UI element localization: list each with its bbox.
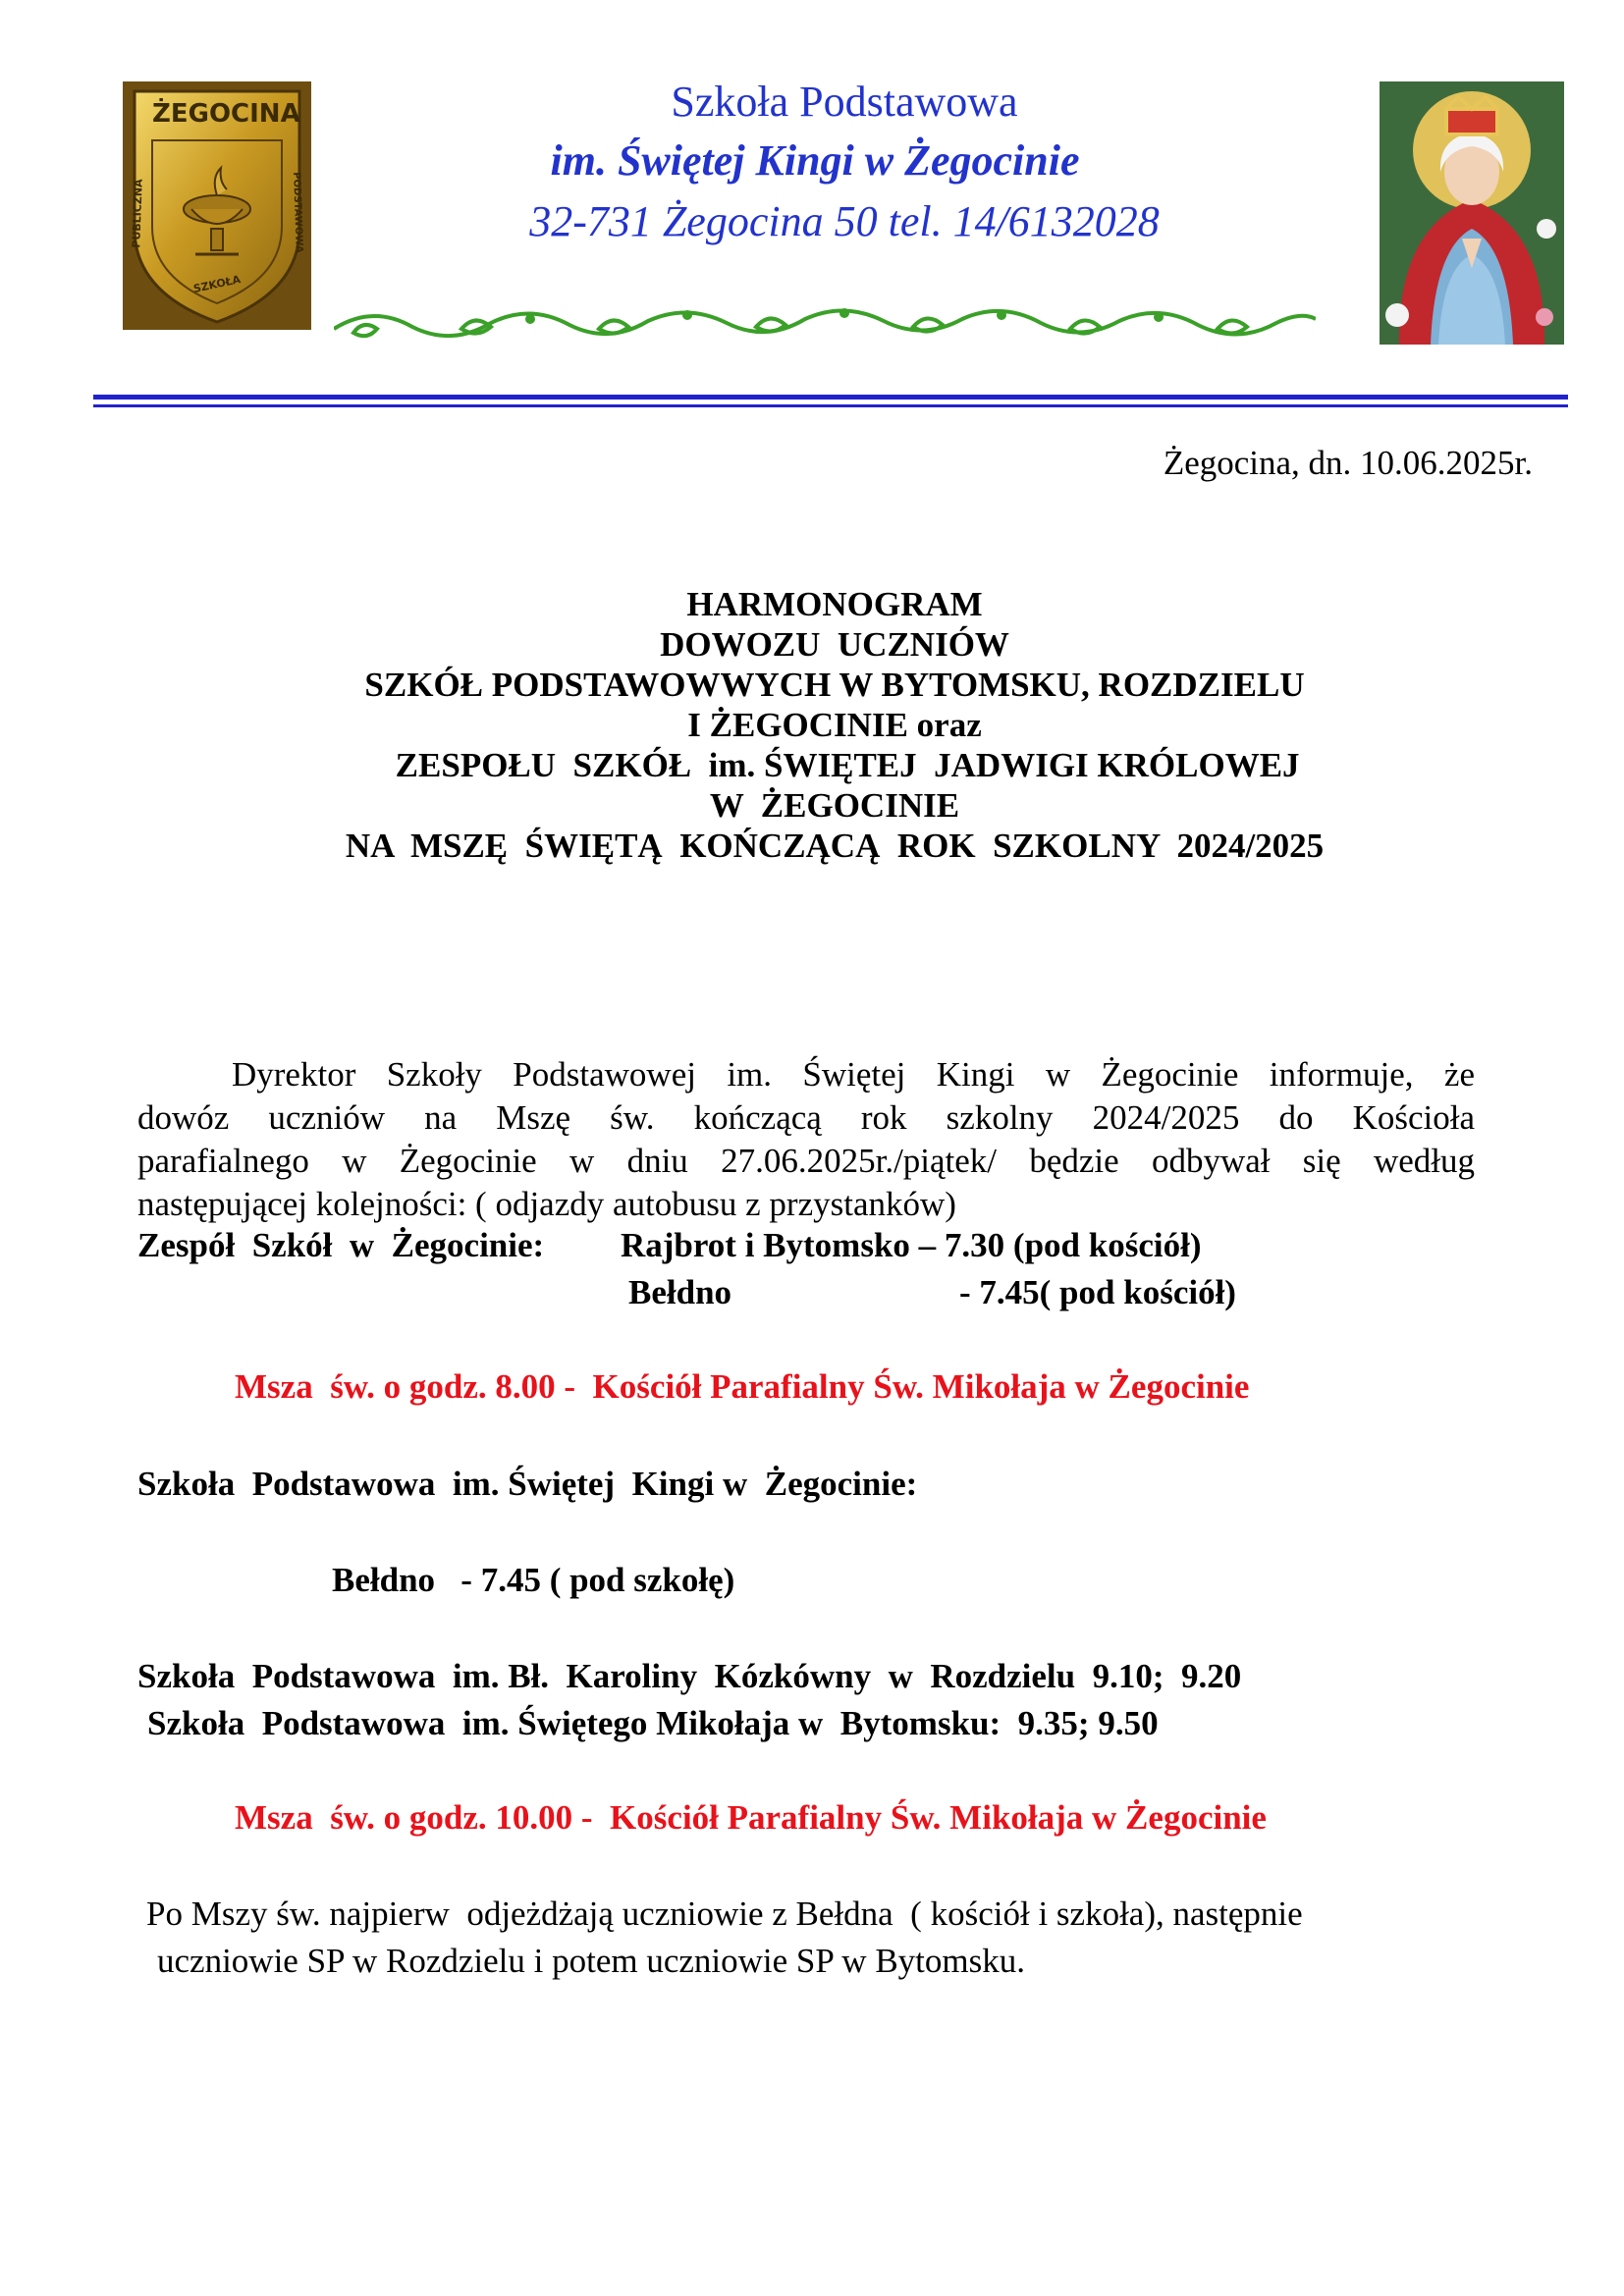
title-line: I ŻEGOCINIE oraz	[687, 706, 982, 744]
zespol-route-beldno-time: - 7.45( pod kościół)	[959, 1273, 1236, 1311]
intro-paragraph	[137, 1053, 1475, 1226]
mass-info-8: Msza św. o godz. 8.00 - Kościół Parafialny Św. Mikołaja w Żegocinie	[235, 1367, 1250, 1406]
title-line: NA MSZĘ ŚWIĘTĄ KOŃCZĄCĄ ROK SZKOLNY 2024/2025	[345, 827, 1325, 865]
zespol-route-rajbrot: Rajbrot i Bytomsko – 7.30 (pod kościół)	[621, 1226, 1202, 1264]
title-line: HARMONOGRAM	[686, 585, 983, 623]
intro-line: dowóz uczniów na Mszę św. kończącą rok szkolny 2024/2025 do Kościoła	[137, 1098, 1475, 1137]
intro-line: Dyrektor Szkoły Podstawowej im. Świętej Kingi w Żegocinie informuje, że	[232, 1055, 1475, 1094]
header-divider-thin	[93, 404, 1568, 407]
title-line: SZKÓŁ PODSTAWOWWYCH W BYTOMSKU, ROZDZIELU	[364, 666, 1305, 704]
zespol-route-beldno-place: Bełdno	[628, 1273, 732, 1311]
school-patron: im. Świętej Kingi w Żegocinie	[550, 136, 1080, 185]
title-line: DOWOZU UCZNIÓW	[660, 625, 1009, 664]
sp-bytomsko-schedule: Szkoła Podstawowa im. Świętego Mikołaja w Bytomsku: 9.35; 9.50	[147, 1704, 1159, 1742]
mass-info-10: Msza św. o godz. 10.00 - Kościół Parafialny Św. Mikołaja w Żegocinie	[235, 1798, 1267, 1837]
intro-line: następującej kolejności: ( odjazdy autobusu z przystanków)	[137, 1185, 956, 1223]
crest-text-top: ŻEGOCINA	[152, 99, 300, 129]
header-divider-thick	[93, 395, 1568, 400]
intro-line: parafialnego w Żegocinie w dniu 27.06.2025r./piątek/ będzie odbywał się według	[137, 1142, 1475, 1180]
crest-text-left: PUBLICZNA	[130, 179, 145, 248]
decorative-ornament	[334, 299, 1316, 347]
document-title	[196, 584, 1473, 866]
closing-line: uczniowie SP w Rozdzielu i potem uczniowie SP w Bytomsku.	[157, 1942, 1025, 1980]
school-crest-logo	[123, 81, 311, 330]
title-line: W ŻEGOCINIE	[709, 786, 960, 825]
crest-text-right: PODSTAWOWA	[291, 172, 304, 253]
sp-rozdziele-schedule: Szkoła Podstawowa im. Bł. Karoliny Kózkówny w Rozdzielu 9.10; 9.20	[137, 1657, 1242, 1695]
document-date: Żegocina, dn. 10.06.2025r.	[1163, 444, 1533, 482]
title-line: ZESPOŁU SZKÓŁ im. ŚWIĘTEJ JADWIGI KRÓLOWEJ	[369, 746, 1300, 784]
sp-kinga-route: Bełdno - 7.45 ( pod szkołę)	[332, 1561, 735, 1599]
crest-text-bottom: SZKOŁA	[191, 273, 243, 295]
zespol-label: Zespół Szkół w Żegocinie:	[137, 1226, 545, 1264]
school-name: Szkoła Podstawowa	[671, 78, 1018, 126]
sp-kinga-label: Szkoła Podstawowa im. Świętej Kingi w Żegocinie:	[137, 1465, 918, 1503]
saint-kinga-icon	[1380, 81, 1564, 345]
closing-line: Po Mszy św. najpierw odjeżdżają uczniowie z Bełdna ( kościół i szkoła), następnie	[146, 1895, 1303, 1933]
school-address: 32-731 Żegocina 50 tel. 14/6132028	[529, 197, 1160, 245]
